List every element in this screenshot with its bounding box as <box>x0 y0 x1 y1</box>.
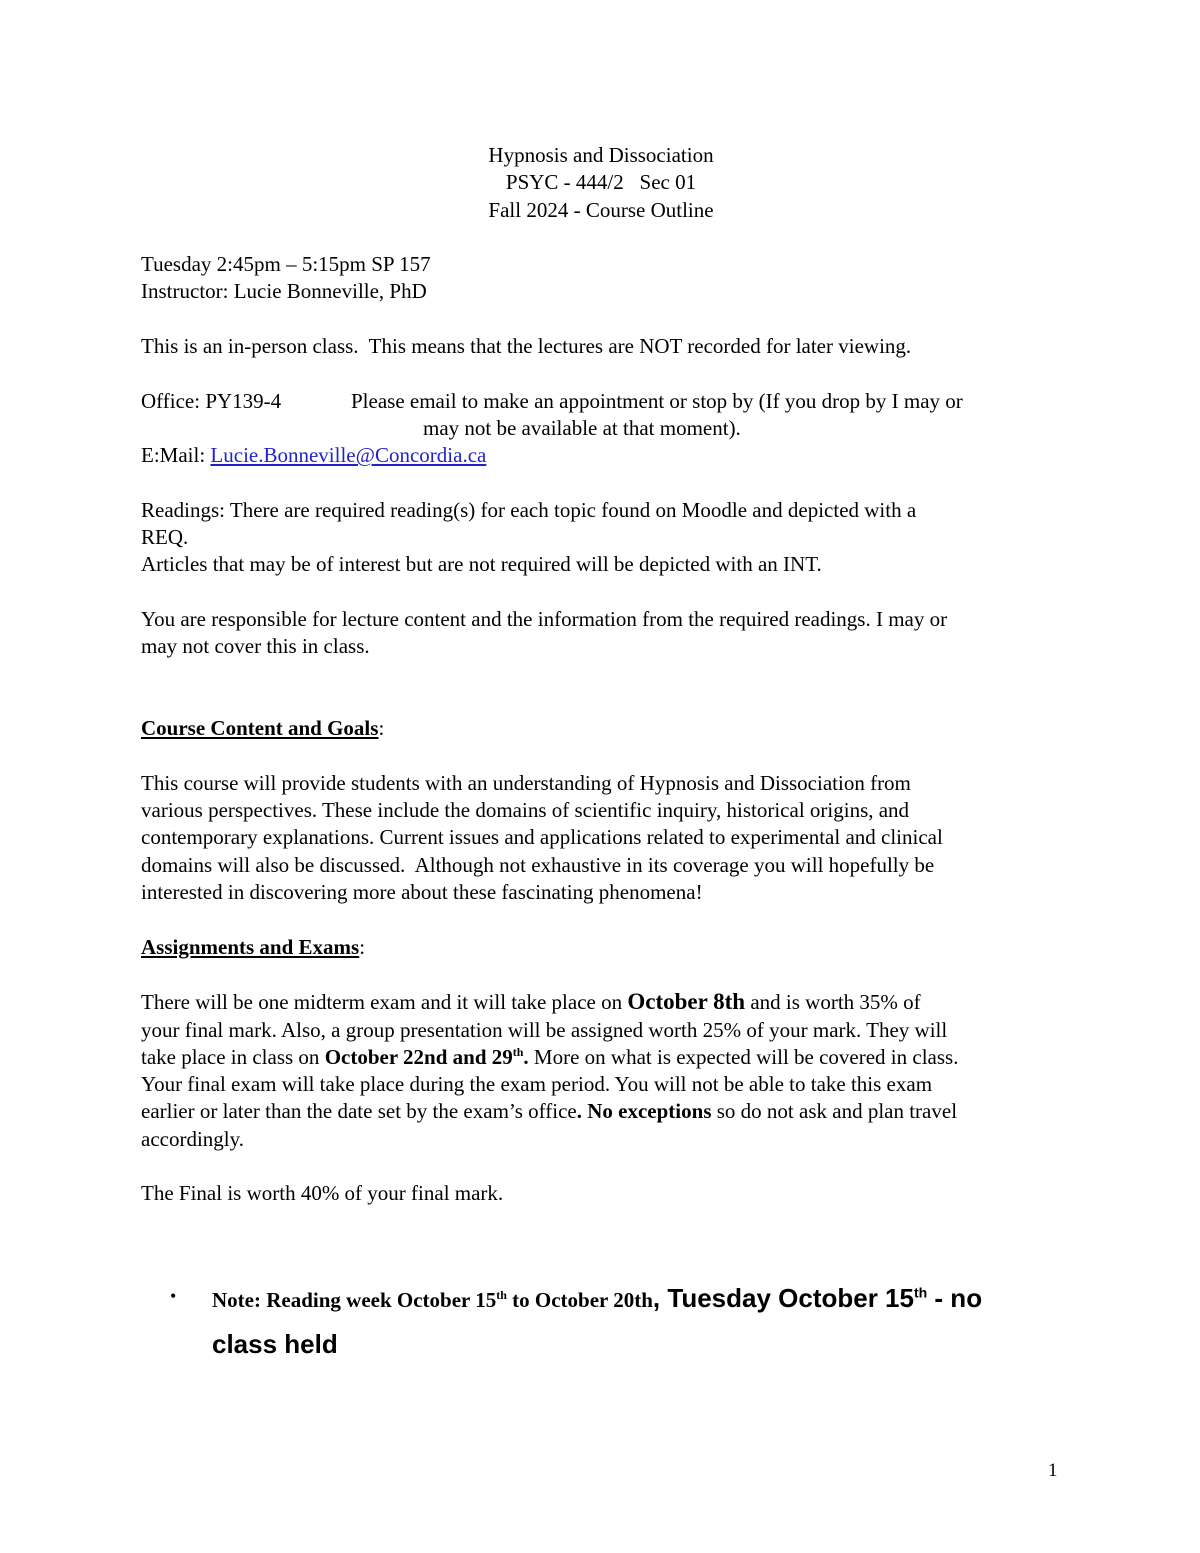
course-content-line: contemporary explanations. Current issues and applications related to experimental and clinical <box>141 825 943 850</box>
in-person-notice: This is an in-person class. This means that the lectures are NOT recorded for later viewing. <box>141 334 912 359</box>
reading-week-note-text <box>212 1276 982 1368</box>
course-code: PSYC - 444/2 Sec 01 <box>505 170 697 195</box>
text-run: There will be one midterm exam and it will take place on <box>141 990 628 1015</box>
email-link[interactable]: Lucie.Bonneville@Concordia.ca <box>210 443 487 468</box>
ordinal-suffix: th <box>496 1288 507 1302</box>
text-run: so do not ask and plan travel <box>711 1099 958 1124</box>
assignments-heading: Assignments and Exams <box>141 934 360 959</box>
text-run: and is worth 35% of <box>745 990 921 1015</box>
course-content-heading-line <box>141 715 1061 742</box>
course-content-line: This course will provide students with an understanding of Hypnosis and Dissociation from <box>141 770 911 795</box>
final-exam-weight: The Final is worth 40% of your final mark. <box>141 1181 504 1206</box>
text-run: Note: Reading week October 15 <box>212 1288 497 1312</box>
no-exceptions: . No exceptions <box>576 1099 712 1124</box>
readings-line-3: Articles that may be of interest but are not required will be depicted with an INT. <box>141 552 822 577</box>
ordinal-suffix: th <box>512 1044 524 1059</box>
instructor-line: Instructor: Lucie Bonneville, PhD <box>141 279 427 304</box>
heading-colon: : <box>378 716 385 741</box>
course-content-line: domains will also be discussed. Although not exhaustive in its coverage you will hopefully be <box>141 852 935 877</box>
presentation-dates: October 22nd and 29 <box>324 1044 513 1069</box>
course-term: Fall 2024 - Course Outline <box>488 197 714 222</box>
course-content-line: interested in discovering more about these fascinating phenomena! <box>141 880 703 905</box>
page-content <box>141 142 1061 1208</box>
text-run: More on what is expected will be covered in class. <box>528 1044 959 1069</box>
readings-line-1: Readings: There are required reading(s) for each topic found on Moodle and depicted with a <box>141 497 917 522</box>
office-hours-note-continued: may not be available at that moment). <box>423 415 741 440</box>
text-run: earlier or later than the date set by the exam’s office <box>141 1099 577 1124</box>
email-line <box>141 442 1061 469</box>
page-number: 1 <box>1048 1460 1058 1481</box>
office-hours-note: Please email to make an appointment or stop by (If you drop by I may or <box>351 388 963 413</box>
text-run: to October 20th <box>506 1288 653 1312</box>
office-row <box>141 388 1061 415</box>
readings-line-2: REQ. <box>141 525 189 550</box>
responsibility-line-1: You are responsible for lecture content and the information from the required readings. I may or <box>141 607 948 632</box>
text-run: class held <box>212 1329 338 1359</box>
course-content-line: various perspectives. These include the domains of scientific inquiry, historical origins, and <box>141 798 910 823</box>
assignments-line-2: your final mark. Also, a group presentation will be assigned worth 25% of your mark. They will <box>141 1017 948 1042</box>
office-label: Office: PY139-4 <box>141 388 282 413</box>
text-run: , Tuesday October 15 <box>652 1283 914 1313</box>
ordinal-suffix: th <box>913 1284 928 1301</box>
responsibility-line-2: may not cover this in class. <box>141 634 370 659</box>
text-run: take place in class on <box>141 1044 325 1069</box>
heading-colon: : <box>359 934 366 959</box>
text-run: . <box>523 1044 529 1069</box>
midterm-date: October 8th <box>627 989 746 1015</box>
text-run: - no <box>927 1283 983 1313</box>
assignments-line-3 <box>141 1044 1061 1071</box>
class-schedule: Tuesday 2:45pm – 5:15pm SP 157 <box>141 252 431 277</box>
assignments-line-5 <box>141 1098 1061 1125</box>
reading-week-note <box>170 1276 1070 1368</box>
assignments-heading-line <box>141 934 1061 961</box>
assignments-line-1 <box>141 988 1061 1016</box>
course-content-heading: Course Content and Goals <box>141 716 379 741</box>
course-title: Hypnosis and Dissociation <box>488 143 714 167</box>
assignments-line-4: Your final exam will take place during the exam period. You will not be able to take this exam <box>141 1072 933 1097</box>
email-label: E:Mail: <box>141 443 211 468</box>
bullet-icon: • <box>170 1286 177 1306</box>
assignments-line-6: accordingly. <box>141 1126 245 1151</box>
